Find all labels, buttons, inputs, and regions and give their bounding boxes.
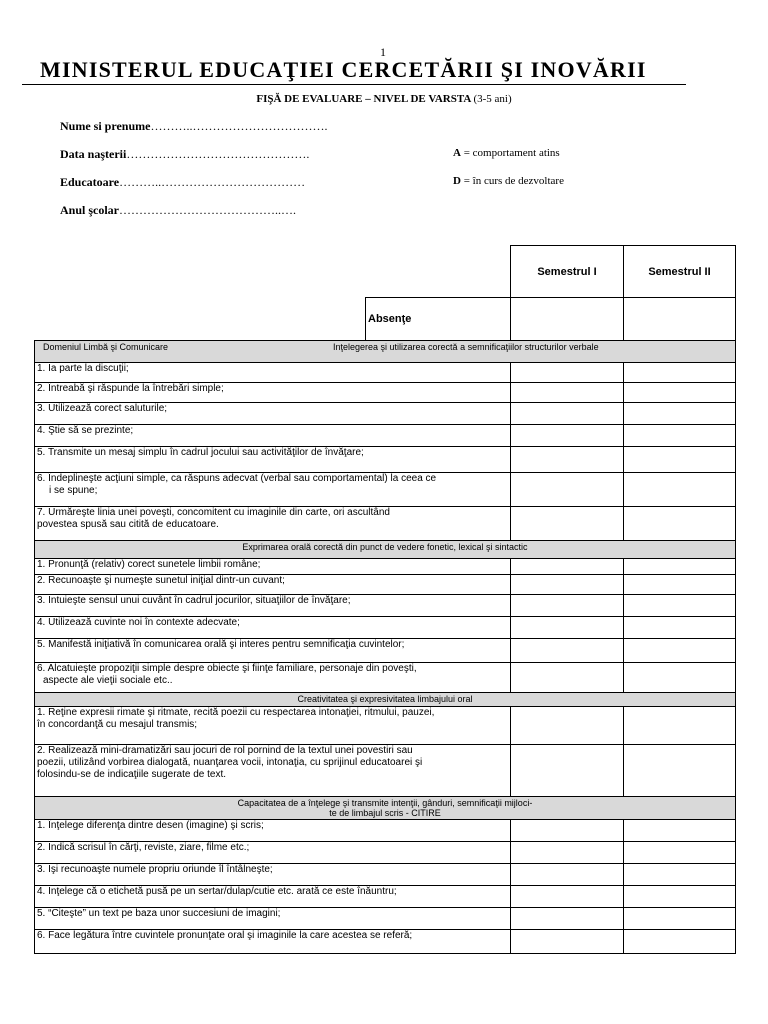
field-data-label: Data naşterii: [60, 147, 127, 161]
field-educatoare-label: Educatoare: [60, 175, 120, 189]
item-text: 1. Pronunţă (relativ) corect sunetele limbii române;: [35, 559, 511, 575]
sem2-cell[interactable]: [624, 842, 736, 864]
section-4-title-line-1: Capacitatea de a înţelege şi transmite intenţii, gânduri, semnificaţii mijloci-: [237, 798, 533, 808]
item-line: poezii, utilizând vorbirea dialogată, nuanţarea vocii, intonaţia, cu sprijinul educatoarei şi: [37, 757, 423, 768]
section-2-header: [35, 541, 736, 559]
sem2-cell[interactable]: [624, 820, 736, 842]
item-line: 6. Îndeplineşte acţiuni simple, ca răspuns adecvat (verbal sau comportamental) la ceea ce: [37, 473, 437, 484]
item-text: 5. Transmite un mesaj simplu în cadrul jocului sau activităţilor de învăţare;: [35, 447, 511, 473]
table-row: [35, 930, 736, 954]
item-line: povestea spusă sau citită de educatoare.: [37, 519, 219, 530]
evaluation-table: [34, 245, 736, 954]
sem2-cell[interactable]: [624, 745, 736, 797]
section-2-title: Exprimarea orală corectă din punct de vedere fonetic, lexical şi sintactic: [242, 542, 528, 552]
sem1-cell[interactable]: [511, 507, 624, 541]
sem2-cell[interactable]: [624, 930, 736, 954]
item-line: folosindu-se de indicaţiile sugerate de text.: [37, 769, 227, 780]
semester-1-header: Semestrul I: [511, 246, 624, 298]
field-anul-scolar[interactable]: [60, 203, 296, 218]
table-row: [35, 403, 736, 425]
table-row: [35, 745, 736, 797]
sem2-cell[interactable]: [624, 908, 736, 930]
sem2-cell[interactable]: [624, 886, 736, 908]
table-row: [35, 864, 736, 886]
sem1-cell[interactable]: [511, 595, 624, 617]
form-title: [0, 93, 768, 105]
sem1-cell[interactable]: [511, 559, 624, 575]
item-text: 3. Işi recunoaşte numele propriu oriunde îl întâlneşte;: [35, 864, 511, 886]
sem1-cell[interactable]: [511, 425, 624, 447]
table-row: [35, 842, 736, 864]
sem2-cell[interactable]: [624, 473, 736, 507]
field-anul-label: Anul şcolar: [60, 203, 120, 217]
field-educatoare[interactable]: [60, 175, 305, 190]
header-row: [35, 246, 736, 298]
sem2-cell[interactable]: [624, 447, 736, 473]
absente-sem2-cell[interactable]: [624, 298, 736, 341]
title-rule: [22, 84, 686, 85]
absente-row: [35, 298, 736, 341]
sem1-cell[interactable]: [511, 403, 624, 425]
table-row: [35, 575, 736, 595]
field-nume-label: Nume si prenume: [60, 119, 151, 133]
sem2-cell[interactable]: [624, 707, 736, 745]
legend-d-text: = în curs de dezvoltare: [460, 175, 564, 187]
table-row: [35, 639, 736, 663]
sem1-cell[interactable]: [511, 617, 624, 639]
item-text: 2. Recunoaşte şi numeşte sunetul iniţial dintr-un cuvant;: [35, 575, 511, 595]
item-line: 2. Realizează mini-dramatizări sau jocuri de rol pornind de la textul unei povestiri sau: [37, 745, 413, 756]
sem2-cell[interactable]: [624, 425, 736, 447]
item-text: 4. Inţelege că o etichetă pusă pe un sertar/dulap/cutie etc. arată ce este înăuntru;: [35, 886, 511, 908]
sem2-cell[interactable]: [624, 363, 736, 383]
page-number: 1: [380, 45, 386, 59]
section-3-title: Creativitatea şi expresivitatea limbajului oral: [297, 694, 473, 704]
sem1-cell[interactable]: [511, 663, 624, 693]
absente-sem1-cell[interactable]: [511, 298, 624, 341]
form-age: (3-5 ani): [473, 93, 512, 105]
semester-2-header: Semestrul II: [624, 246, 736, 298]
item-text: [35, 745, 511, 797]
section-4-title-line-2: te de limbajul scris - CITIRE: [329, 808, 441, 818]
sem2-cell[interactable]: [624, 559, 736, 575]
table-row: [35, 617, 736, 639]
ministry-title: MINISTERUL EDUCAŢIEI CERCETĂRII ŞI INOVĂRII: [40, 57, 647, 82]
field-data-nasterii[interactable]: [60, 147, 309, 162]
item-text: [35, 663, 511, 693]
item-line: 6. Alcatuieşte propoziţii simple despre obiecte şi fiinţe familiare, personaje din poveşti,: [37, 663, 417, 674]
sem1-cell[interactable]: [511, 930, 624, 954]
item-line: în concordanţă cu mesajul transmis;: [37, 719, 198, 730]
sem2-cell[interactable]: [624, 864, 736, 886]
item-line: i se spune;: [49, 485, 98, 496]
legend-a-text: = comportament atins: [460, 147, 560, 159]
item-line: aspecte ale vieţii sociale etc..: [43, 675, 173, 686]
field-data-dots: ……………………………………….: [126, 147, 310, 161]
item-text: 2. Indică scrisul în cărţi, reviste, ziare, filme etc.;: [35, 842, 511, 864]
sem2-cell[interactable]: [624, 617, 736, 639]
section-4-header: [35, 797, 736, 820]
item-text: 1. Înţelege diferenţa dintre desen (imagine) şi scris;: [35, 820, 511, 842]
sem1-cell[interactable]: [511, 842, 624, 864]
item-line: 7. Urmăreşte linia unei poveşti, concomitent cu imaginile din carte, ori ascultând: [37, 507, 390, 518]
item-text: [35, 707, 511, 745]
sem1-cell[interactable]: [511, 447, 624, 473]
item-text: 2. Întreabă şi răspunde la întrebări simple;: [35, 383, 511, 403]
table-row: [35, 820, 736, 842]
sem1-cell[interactable]: [511, 575, 624, 595]
item-text: [35, 473, 511, 507]
legend-d-key: D: [453, 175, 461, 187]
sem2-cell[interactable]: [624, 383, 736, 403]
sem1-cell[interactable]: [511, 473, 624, 507]
sem1-cell[interactable]: [511, 745, 624, 797]
table-row: [35, 908, 736, 930]
table-row: [35, 595, 736, 617]
table-row: [35, 447, 736, 473]
sem1-cell[interactable]: [511, 363, 624, 383]
sem1-cell[interactable]: [511, 886, 624, 908]
section-1-header: [35, 341, 736, 363]
legend-a-key: A: [453, 147, 461, 159]
item-line: 1. Reţine expresii rimate şi ritmate, recită poezii cu respectarea intonaţiei, ritmului, pauzei,: [37, 707, 435, 718]
item-text: 1. Ia parte la discuţii;: [35, 363, 511, 383]
table-row: [35, 425, 736, 447]
item-text: 4. Utilizează cuvinte noi în contexte adecvate;: [35, 617, 511, 639]
field-anul-dots: …………………………………..….: [119, 203, 297, 217]
domain-label: Domeniul Limbă şi Comunicare: [43, 342, 169, 352]
sem2-cell[interactable]: [624, 595, 736, 617]
sem1-cell[interactable]: [511, 639, 624, 663]
sem1-cell[interactable]: [511, 820, 624, 842]
legend-a: [453, 147, 560, 159]
form-title-text: FIŞĂ DE EVALUARE – NIVEL DE VARSTA: [256, 93, 471, 105]
item-text: 3. Utilizează corect saluturile;: [35, 403, 511, 425]
section-3-header: [35, 693, 736, 707]
section-1-title: Inţelegerea şi utilizarea corectă a semnificaţiilor structurilor verbale: [333, 342, 599, 352]
sem2-cell[interactable]: [624, 663, 736, 693]
table-row: [35, 383, 736, 403]
table-row: [35, 559, 736, 575]
item-text: 5. “Citeşte” un text pe baza unor succesiuni de imagini;: [35, 908, 511, 930]
table-row: [35, 507, 736, 541]
table-row: [35, 886, 736, 908]
item-text: 6. Face legătura între cuvintele pronunţate oral şi imaginile la care acestea se referă;: [35, 930, 511, 954]
sem1-cell[interactable]: [511, 383, 624, 403]
sem1-cell[interactable]: [511, 908, 624, 930]
sem1-cell[interactable]: [511, 864, 624, 886]
table-row: [35, 707, 736, 745]
absente-label: Absenţe: [366, 298, 511, 341]
field-nume[interactable]: [60, 119, 327, 134]
table-row: [35, 363, 736, 383]
sem1-cell[interactable]: [511, 707, 624, 745]
sem2-cell[interactable]: [624, 403, 736, 425]
item-text: [35, 507, 511, 541]
table-row: [35, 663, 736, 693]
sem2-cell[interactable]: [624, 639, 736, 663]
item-text: 3. Intuieşte sensul unui cuvânt în cadrul jocurilor, situaţiilor de învăţare;: [35, 595, 511, 617]
sem2-cell[interactable]: [624, 507, 736, 541]
item-text: 5. Manifestă iniţiativă în comunicarea orală şi interes pentru semnificaţia cuvintelor;: [35, 639, 511, 663]
item-text: 4. Ştie să se prezinte;: [35, 425, 511, 447]
field-nume-dots: ………..…………………………….: [150, 119, 328, 133]
sem2-cell[interactable]: [624, 575, 736, 595]
table-row: [35, 473, 736, 507]
field-educatoare-dots: ………..………………………………: [119, 175, 306, 189]
legend-d: [453, 175, 564, 187]
